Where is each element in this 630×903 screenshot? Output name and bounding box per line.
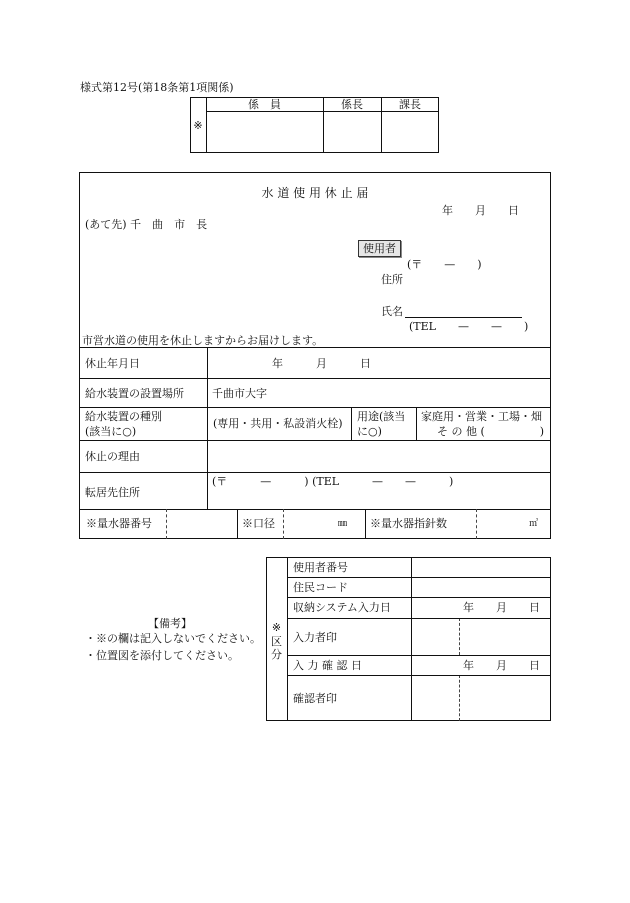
caliber-label: ※口径: [242, 517, 275, 530]
approval-manager-header: 課長: [399, 98, 421, 111]
meter-reading-label: ※量水器指針数: [370, 517, 447, 530]
meter-number-label: ※量水器番号: [86, 517, 152, 530]
use-value: 家庭用・営業・工場・畑: [421, 410, 542, 423]
move-address-value: (〒 — ) (TEL — — ): [212, 475, 454, 488]
input-confirm-date-label: 入 力 確 認 日: [293, 659, 362, 672]
stop-date-label: 休止年月日: [85, 357, 140, 370]
remarks-line-2: ・位置図を添付してください。: [85, 649, 239, 662]
stop-date-value: 年 月 日: [272, 357, 371, 370]
name-underline: [405, 317, 522, 318]
addressee: (あて先) 千 曲 市 長: [85, 218, 208, 231]
name-label: 氏名: [381, 305, 403, 318]
resident-code-label: 住民コード: [293, 581, 348, 594]
caliber-unit: ㎜: [338, 519, 348, 529]
input-confirm-date-value: 年 月 日: [463, 659, 540, 672]
move-address-label: 転居先住所: [85, 486, 140, 499]
location-label: 給水装置の設置場所: [85, 387, 184, 400]
system-input-date-value: 年 月 日: [463, 601, 540, 614]
remarks-title: 【備考】: [148, 617, 192, 630]
input-stamp-label: 入力者印: [293, 631, 337, 644]
type-value: (専用・共用・私設消火栓): [213, 417, 343, 430]
use-label: 用途(該当: [357, 410, 406, 423]
notice-text: 市営水道の使用を休止しますからお届けします。: [82, 334, 324, 347]
location-value: 千曲市大字: [212, 387, 267, 400]
office-mark: ※: [271, 621, 282, 634]
use-value-other: そ の 他 ( ): [437, 425, 545, 438]
tel-field: (TEL — — ): [409, 320, 529, 333]
approval-staff-header: 係 員: [248, 98, 281, 111]
office-label: 区分: [271, 635, 282, 661]
reason-label: 休止の理由: [85, 450, 140, 463]
submission-date: 年 月 日: [442, 204, 519, 217]
form-number: 様式第12号(第18条第1項関係): [80, 81, 234, 94]
approval-chief-header: 係長: [341, 98, 363, 111]
user-number-label: 使用者番号: [293, 561, 348, 574]
approval-mark: ※: [193, 119, 203, 132]
meter-reading-unit: ㎥: [529, 519, 539, 529]
type-label-note: (該当に○): [85, 425, 137, 438]
system-input-date-label: 収納システム入力日: [293, 601, 391, 614]
use-label-note: に○): [357, 425, 382, 438]
user-button[interactable]: 使用者: [358, 240, 401, 257]
type-label: 給水装置の種別: [85, 410, 162, 423]
postal-code: (〒 — ): [407, 258, 482, 271]
confirm-stamp-label: 確認者印: [293, 692, 337, 705]
form-title: 水 道 使 用 休 止 届: [261, 186, 369, 200]
address-label: 住所: [381, 273, 403, 286]
remarks-line-1: ・※の欄は記入しないでください。: [85, 632, 261, 645]
